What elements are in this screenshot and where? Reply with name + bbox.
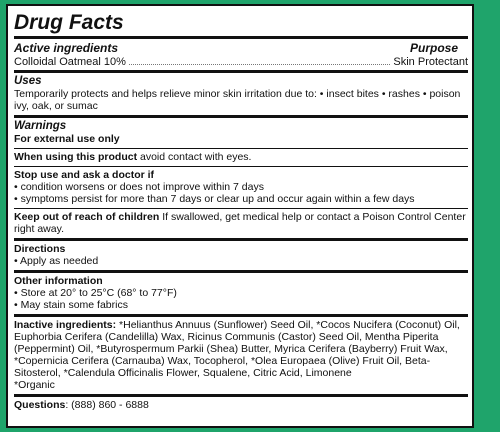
directions-section: [14, 241, 468, 270]
warnings-section: [14, 118, 468, 148]
external-use-text: For external use only: [14, 133, 120, 145]
questions-phone: : (888) 860 - 6888: [65, 399, 149, 411]
purpose-heading: Purpose: [409, 41, 458, 55]
uses-section: [14, 73, 468, 115]
active-ingredient: Colloidal Oatmeal 10%: [14, 56, 126, 68]
active-ingredients-heading: Active ingredients: [14, 41, 119, 55]
keep-out-label: Keep out of reach of children: [14, 211, 160, 223]
drug-facts-panel: [6, 4, 474, 428]
questions-label: Questions: [14, 399, 66, 411]
other-info-section: [14, 273, 468, 314]
uses-heading: Uses: [14, 75, 42, 87]
active-ingredients-header: [14, 39, 468, 55]
keep-out-section: [14, 209, 468, 238]
stop-use-label: Stop use and ask a doctor if: [14, 169, 155, 181]
when-using-text: avoid contact with eyes.: [137, 151, 252, 163]
questions-section: [14, 397, 468, 414]
leader-dots: [129, 55, 391, 65]
stop-use-item: • condition worsens or does not improve within 7 days: [14, 181, 264, 193]
when-using-label: When using this product: [14, 151, 138, 163]
active-purpose: Skin Protectant: [393, 56, 468, 68]
directions-item: • Apply as needed: [14, 255, 99, 267]
when-using-section: [14, 149, 468, 166]
other-info-heading: Other information: [14, 275, 103, 287]
drug-facts-title: Drug Facts: [14, 11, 124, 34]
stop-use-section: [14, 167, 468, 208]
inactive-ingredients-text: *Helianthus Annuus (Sunflower) Seed Oil, *Cocos Nucifera (Coconut) Oil, Euphorbia Cerifera (Candelilla) Wax, Ricinus Communis (Castor) Seed Oil, Mentha Piperita (Peppermint) Oil, *Butyrospermum Parkii (Shea) Butter, Myrica Cerifera (Bayberry) Fruit Wax, *Copernicia Cerifera (Carnauba) Wax, Tocopherol, *Olea Europaea (Olive) Fruit Oil, Beta-Sitosterol, *Calendula Officinalis Flower, Squalene, Citric Acid, Limonene: [14, 319, 460, 379]
keep-out-text: If swallowed, get medical help or contact a Poison Control Center right away.: [14, 211, 466, 235]
uses-text: Temporarily protects and helps relieve minor skin irritation due to: • insect bites • rashes • poison ivy, oak, or sumac: [14, 88, 461, 112]
other-info-item: • May stain some fabrics: [14, 299, 128, 311]
other-info-item: • Store at 20° to 25°C (68° to 77°F): [14, 287, 177, 299]
stop-use-item: • symptoms persist for more than 7 days or clear up and occur again within a few days: [14, 193, 415, 205]
organic-note: *Organic: [14, 379, 55, 391]
inactive-ingredients-label: Inactive ingredients:: [14, 319, 117, 331]
directions-heading: Directions: [14, 243, 66, 255]
inactive-ingredients-section: [14, 317, 468, 394]
warnings-heading: Warnings: [14, 120, 67, 132]
active-ingredient-row: [14, 55, 468, 70]
